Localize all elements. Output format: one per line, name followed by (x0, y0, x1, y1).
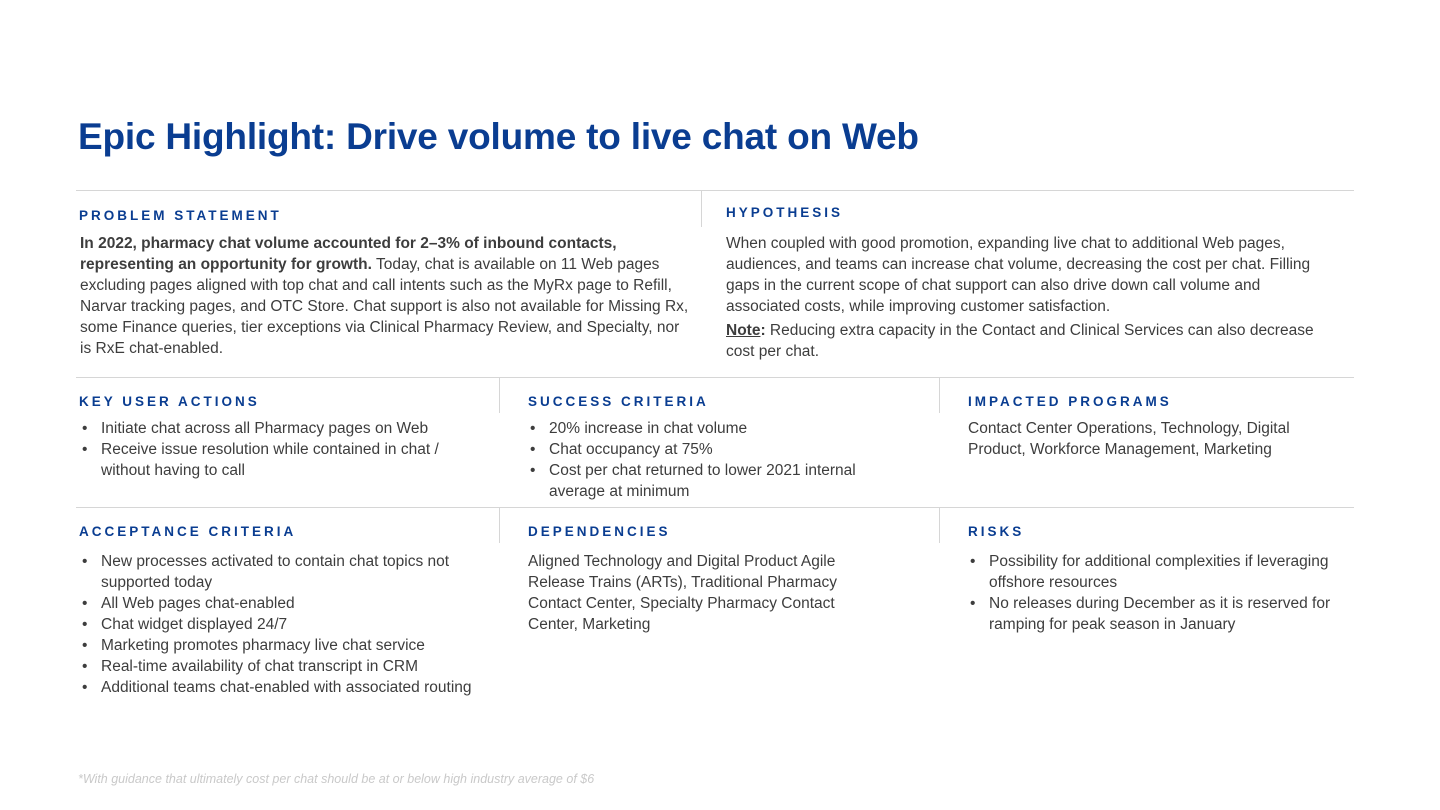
note-label: Note (726, 322, 761, 339)
problem-statement-heading: PROBLEM STATEMENT (79, 208, 282, 223)
divider-row3-b (939, 508, 940, 543)
acceptance-criteria-list (80, 551, 480, 698)
divider-middle (76, 377, 1354, 378)
list-item: • New processes activated to contain chat topics not supported today (80, 551, 480, 593)
dependencies-heading: DEPENDENCIES (528, 524, 671, 539)
success-criteria-heading: SUCCESS CRITERIA (528, 394, 709, 409)
hypothesis-text: When coupled with good promotion, expanding live chat to additional Web pages, audiences, and teams can increase chat volume, decreasing the cost per chat. Filling gaps in the current scope of chat support can also drive down call volume and associated costs, while improving customer satisfaction. (726, 235, 1311, 315)
list-item: • Chat occupancy at 75% (528, 439, 873, 460)
divider-top (76, 190, 1354, 191)
impacted-programs-heading: IMPACTED PROGRAMS (968, 394, 1172, 409)
list-item: • Receive issue resolution while contained in chat / without having to call (80, 439, 480, 481)
key-user-actions-list (80, 418, 480, 481)
risks-list (968, 551, 1333, 635)
note-text: Reducing extra capacity in the Contact and Clinical Services can also decrease cost per chat. (726, 322, 1314, 360)
problem-statement-lead: In 2022, pharmacy chat volume accounted for 2–3% of inbound contacts, representing an opportunity for growth. (80, 235, 617, 273)
divider-problem-hypothesis (701, 191, 702, 227)
risks-heading: RISKS (968, 524, 1025, 539)
list-item: • Chat widget displayed 24/7 (80, 614, 480, 635)
list-item: • Real-time availability of chat transcript in CRM (80, 656, 480, 677)
footnote: *With guidance that ultimately cost per chat should be at or below high industry average of $6 (78, 772, 595, 786)
dependencies-text: Aligned Technology and Digital Product Agile Release Trains (ARTs), Traditional Pharmacy Contact Center, Specialty Pharmacy Contact Center, Marketing (528, 553, 837, 633)
page-title: Epic Highlight: Drive volume to live chat on Web (78, 116, 919, 157)
problem-statement-text (80, 233, 690, 359)
key-user-actions-heading: KEY USER ACTIONS (79, 394, 260, 409)
impacted-programs-text: Contact Center Operations, Technology, Digital Product, Workforce Management, Marketing (968, 420, 1290, 458)
list-item: • Additional teams chat-enabled with associated routing (80, 677, 480, 698)
list-item: • All Web pages chat-enabled (80, 593, 480, 614)
acceptance-criteria-heading: ACCEPTANCE CRITERIA (79, 524, 297, 539)
divider-lower (76, 507, 1354, 508)
divider-row2-a (499, 378, 500, 413)
note-colon: : (760, 322, 766, 339)
list-item: • 20% increase in chat volume (528, 418, 873, 439)
hypothesis-heading: HYPOTHESIS (726, 205, 844, 220)
success-criteria-list (528, 418, 873, 502)
list-item: • Possibility for additional complexities if leveraging offshore resources (968, 551, 1333, 593)
divider-row3-a (499, 508, 500, 543)
list-item: • Cost per chat returned to lower 2021 internal average at minimum (528, 460, 873, 502)
list-item: • No releases during December as it is reserved for ramping for peak season in January (968, 593, 1333, 635)
divider-row2-b (939, 378, 940, 413)
list-item: • Initiate chat across all Pharmacy pages on Web (80, 418, 480, 439)
problem-statement-body: Today, chat is available on 11 Web pages excluding pages aligned with top chat and call intents such as the MyRx page to Refill, Narvar tracking pages, and OTC Store. Chat support is also not available for Missing Rx, some Finance queries, tier exceptions via Clinical Pharmacy Review, and Specialty, nor is RxE chat-enabled. (80, 256, 689, 357)
hypothesis-note (726, 320, 1336, 362)
list-item: • Marketing promotes pharmacy live chat service (80, 635, 480, 656)
